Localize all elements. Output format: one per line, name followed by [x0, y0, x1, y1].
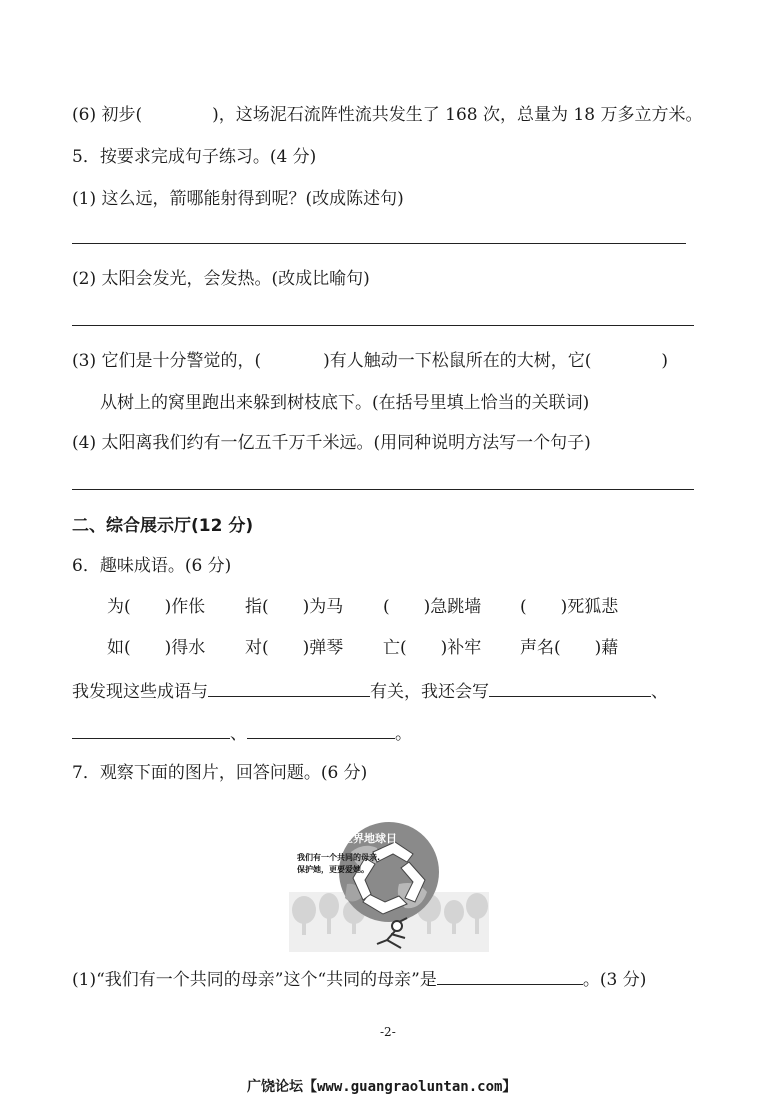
- answer-blank[interactable]: [208, 678, 370, 697]
- answer-blank[interactable]: [489, 678, 651, 697]
- q5-sentence-4: (4) 太阳离我们约有一亿五千万千米远。(用同种说明方法写一个句子): [72, 433, 591, 453]
- q6-title: 6．趣味成语。(6 分): [72, 556, 232, 576]
- q5-sentence-1: (1) 这么远，箭哪能射得到呢？(改成陈述句): [72, 189, 404, 209]
- q5-sentence-3-line-2: 从树上的窝里跑出来躲到树枝底下。(在括号里填上恰当的关联词): [100, 393, 590, 413]
- q7-sentence-1: [72, 966, 646, 991]
- q5-s3-part-c: ): [661, 351, 669, 371]
- footer-label: 广饶论坛: [247, 1079, 303, 1095]
- poster-title: 4月22日世界地球日: [297, 832, 397, 845]
- q6-extra-line: [72, 720, 412, 745]
- q6-find-a: 我发现这些成语与: [72, 682, 208, 702]
- answer-blank[interactable]: [437, 966, 583, 985]
- footer-url: 【www.guangraoluntan.com】: [303, 1079, 517, 1095]
- idiom-r1-2: 指( )为马: [245, 597, 344, 617]
- q6-separator: 、: [230, 724, 247, 744]
- answer-blank[interactable]: [247, 720, 395, 739]
- footer: [247, 1076, 516, 1096]
- section-2-title: 二、综合展示厅(12 分): [72, 516, 254, 536]
- page-number: -2-: [380, 1025, 396, 1039]
- idiom-r2-1: 如( )得水: [107, 638, 206, 658]
- q4-item-6-suffix: )，这场泥石流阵性流共发生了 168 次，总量为 18 万多立方米。: [212, 105, 703, 125]
- q7-s1-text: (1)“我们有一个共同的母亲”这个“共同的母亲”是: [72, 970, 437, 990]
- q5-sentence-3-line-1: [72, 350, 668, 372]
- answer-line-q5-4[interactable]: [72, 489, 694, 490]
- q4-item-6-prefix: (6) 初步(: [72, 105, 143, 125]
- idiom-r1-4: ( )死狐悲: [520, 597, 619, 617]
- q6-find-c: 、: [651, 682, 668, 702]
- idiom-r2-3: 亡( )补牢: [383, 638, 482, 658]
- answer-line-q5-1[interactable]: [72, 243, 686, 244]
- q5-s3-part-a: (3) 它们是十分警觉的，(: [72, 351, 262, 371]
- poster-line-1: 我们有一个共同的母亲.: [297, 853, 381, 862]
- idiom-r2-2: 对( )弹琴: [245, 638, 344, 658]
- q7-s1-score: 。(3 分): [582, 970, 647, 990]
- idiom-r1-3: ( )急跳墙: [383, 597, 482, 617]
- idiom-r2-4: 声名( )藉: [520, 638, 619, 658]
- q4-item-6: [72, 104, 702, 126]
- q5-sentence-2: (2) 太阳会发光，会发热。(改成比喻句): [72, 269, 370, 289]
- poster-line-2: 保护她，更要爱她。: [297, 865, 369, 874]
- earth-day-poster: [289, 822, 489, 952]
- q6-find-b: 有关，我还会写: [370, 682, 489, 702]
- answer-blank[interactable]: [72, 720, 230, 739]
- q5-title: 5．按要求完成句子练习。(4 分): [72, 147, 317, 167]
- q5-s3-part-b: )有人触动一下松鼠所在的大树，它(: [323, 351, 592, 371]
- answer-line-q5-2[interactable]: [72, 325, 694, 326]
- q6-period: 。: [395, 724, 412, 744]
- idiom-r1-1: 为( )作伥: [107, 597, 206, 617]
- q6-discovery-line: [72, 678, 668, 703]
- q7-title: 7．观察下面的图片，回答问题。(6 分): [72, 763, 368, 783]
